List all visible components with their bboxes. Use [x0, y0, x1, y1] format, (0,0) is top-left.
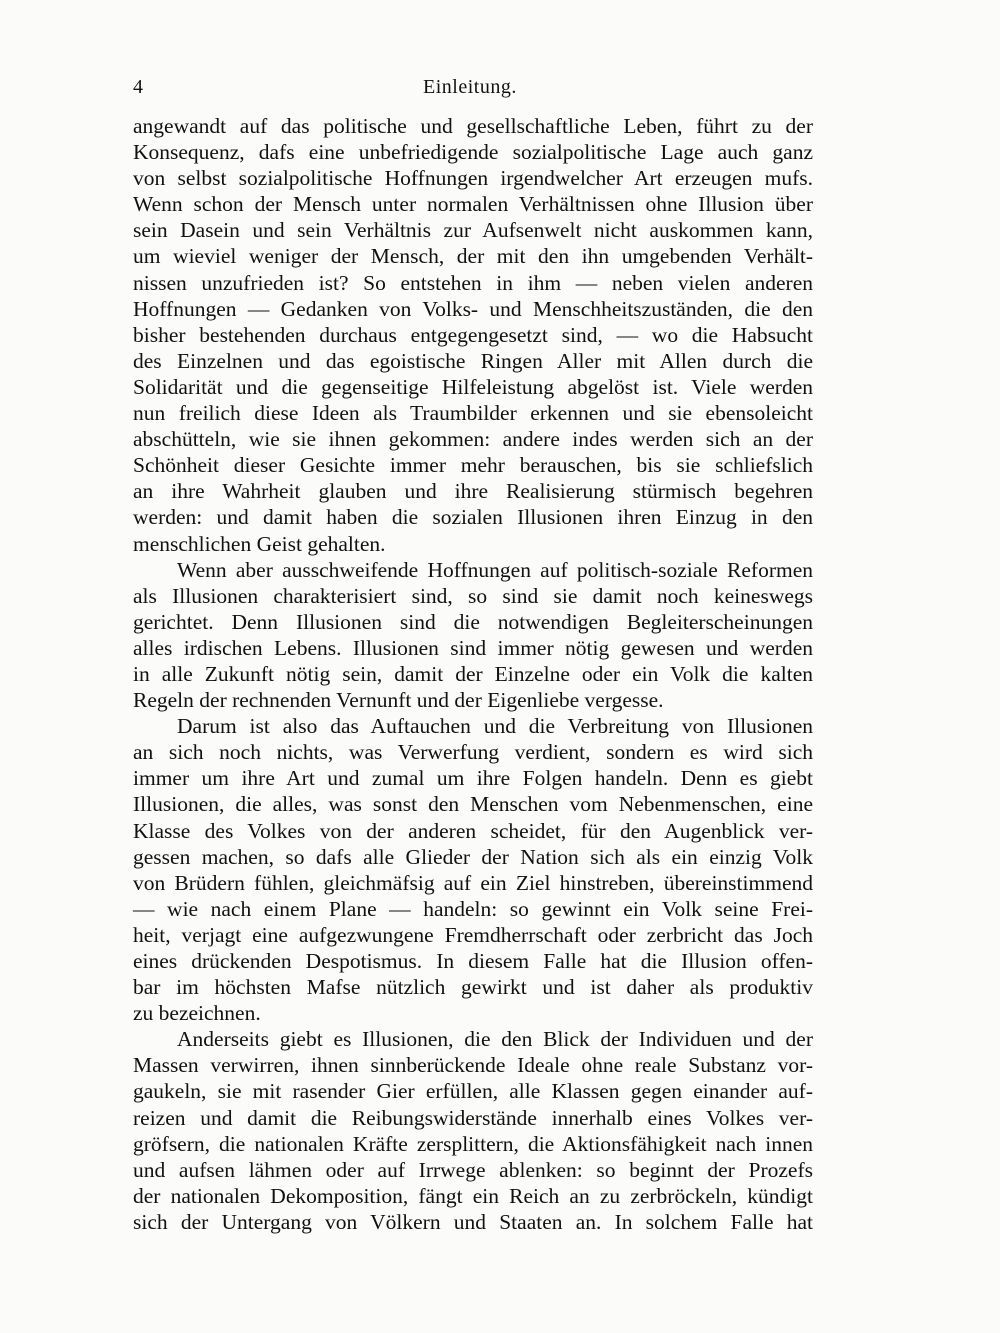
- running-head: [133, 73, 813, 101]
- text-line: gerichtet. Denn Illusionen sind die notwendigen Begleiterscheinungen: [133, 609, 813, 634]
- text-line: Schönheit dieser Gesichte immer mehr berauschen, bis sie schliefslich: [133, 453, 813, 478]
- text-line: in alle Zukunft nötig sein, damit der Einzelne oder ein Volk die kalten: [133, 661, 813, 686]
- text-line: von Brüdern fühlen, gleichmäfsig auf ein Ziel hinstreben, übereinstimmend: [133, 870, 813, 895]
- text-line: nun freilich diese Ideen als Traumbilder erkennen und sie ebensoleicht: [133, 401, 813, 426]
- text-line: gröfsern, die nationalen Kräfte zersplittern, die Aktionsfähigkeit nach innen: [133, 1131, 813, 1156]
- text-line: zu bezeichnen.: [133, 1001, 261, 1026]
- text-line: bar im höchsten Mafse nützlich gewirkt und ist daher als produktiv: [133, 975, 813, 1000]
- text-line: Massen verwirren, ihnen sinnberückende Ideale ohne reale Substanz vor-: [133, 1053, 813, 1078]
- text-line: bisher bestehenden durchaus entgegengesetzt sind, — wo die Habsucht: [133, 322, 813, 347]
- page-number: 4: [133, 76, 143, 98]
- text-line: — wie nach einem Plane — handeln: so gewinnt ein Volk seine Frei-: [133, 896, 813, 921]
- body-text: [133, 113, 813, 1235]
- text-line: werden: und damit haben die sozialen Illusionen ihren Einzug in den: [133, 505, 813, 530]
- text-line: sein Dasein und sein Verhältnis zur Aufsenwelt nicht auskommen kann,: [133, 218, 813, 243]
- text-line: Regeln der rechnenden Vernunft und der Eigenliebe vergesse.: [133, 688, 664, 713]
- text-line: sich der Untergang von Völkern und Staaten an. In solchem Falle hat: [133, 1209, 813, 1234]
- text-line: reizen und damit die Reibungswiderstände innerhalb eines Volkes ver-: [133, 1105, 813, 1130]
- text-line: Klasse des Volkes von der anderen scheidet, für den Augenblick ver-: [133, 818, 813, 843]
- text-line: gessen machen, so dafs alle Glieder der Nation sich als ein einzig Volk: [133, 844, 813, 869]
- text-line: Solidarität und die gegenseitige Hilfeleistung abgelöst ist. Viele werden: [133, 374, 813, 399]
- text-line: von selbst sozialpolitische Hoffnungen irgendwelcher Art erzeugen mufs.: [133, 166, 813, 191]
- text-line: abschütteln, wie sie ihnen gekommen: andere indes werden sich an der: [133, 427, 813, 452]
- paragraph-first-line: Wenn aber ausschweifende Hoffnungen auf politisch-soziale Reformen: [177, 557, 813, 582]
- text-line: als Illusionen charakterisiert sind, so sind sie damit noch keineswegs: [133, 583, 813, 608]
- text-line: nissen unzufrieden ist? So entstehen in ihm — neben vielen anderen: [133, 270, 813, 295]
- paragraph-first-line: Darum ist also das Auftauchen und die Verbreitung von Illusionen: [177, 714, 813, 739]
- text-line: heit, verjagt eine aufgezwungene Fremdherrschaft oder zerbricht das Joch: [133, 922, 813, 947]
- text-line: immer um ihre Art und zumal um ihre Folgen handeln. Denn es giebt: [133, 766, 813, 791]
- text-line: Hoffnungen — Gedanken von Volks- und Menschheitszuständen, die den: [133, 296, 813, 321]
- text-line: menschlichen Geist gehalten.: [133, 531, 386, 556]
- paragraph-first-line: Anderseits giebt es Illusionen, die den Blick der Individuen und der: [177, 1027, 813, 1052]
- text-line: gaukeln, sie mit rasender Gier erfüllen, alle Klassen gegen einander auf-: [133, 1079, 813, 1104]
- text-line: der nationalen Dekomposition, fängt ein Reich an zu zerbröckeln, kündigt: [133, 1183, 813, 1208]
- text-line: angewandt auf das politische und gesellschaftliche Leben, führt zu der: [133, 114, 813, 138]
- text-line: eines drückenden Despotismus. In diesem Falle hat die Illusion offen-: [133, 949, 813, 973]
- text-line: Illusionen, die alles, was sonst den Menschen vom Nebenmenschen, eine: [133, 792, 813, 817]
- text-line: und aufsen lähmen oder auf Irrwege ablenken: so beginnt der Prozefs: [133, 1157, 813, 1182]
- text-line: Wenn schon der Mensch unter normalen Verhältnissen ohne Illusion über: [133, 192, 813, 217]
- text-line: Konsequenz, dafs eine unbefriedigende sozialpolitische Lage auch ganz: [133, 140, 813, 165]
- text-line: an ihre Wahrheit glauben und ihre Realisierung stürmisch begehren: [133, 479, 813, 504]
- chapter-title: Einleitung.: [423, 76, 517, 98]
- text-line: an sich noch nichts, was Verwerfung verdient, sondern es wird sich: [133, 740, 813, 765]
- text-line: alles irdischen Lebens. Illusionen sind immer nötig gewesen und werden: [133, 635, 813, 660]
- text-line: des Einzelnen und das egoistische Ringen Aller mit Allen durch die: [133, 348, 813, 373]
- text-line: um wieviel weniger der Mensch, der mit den ihn umgebenden Verhält-: [133, 244, 813, 269]
